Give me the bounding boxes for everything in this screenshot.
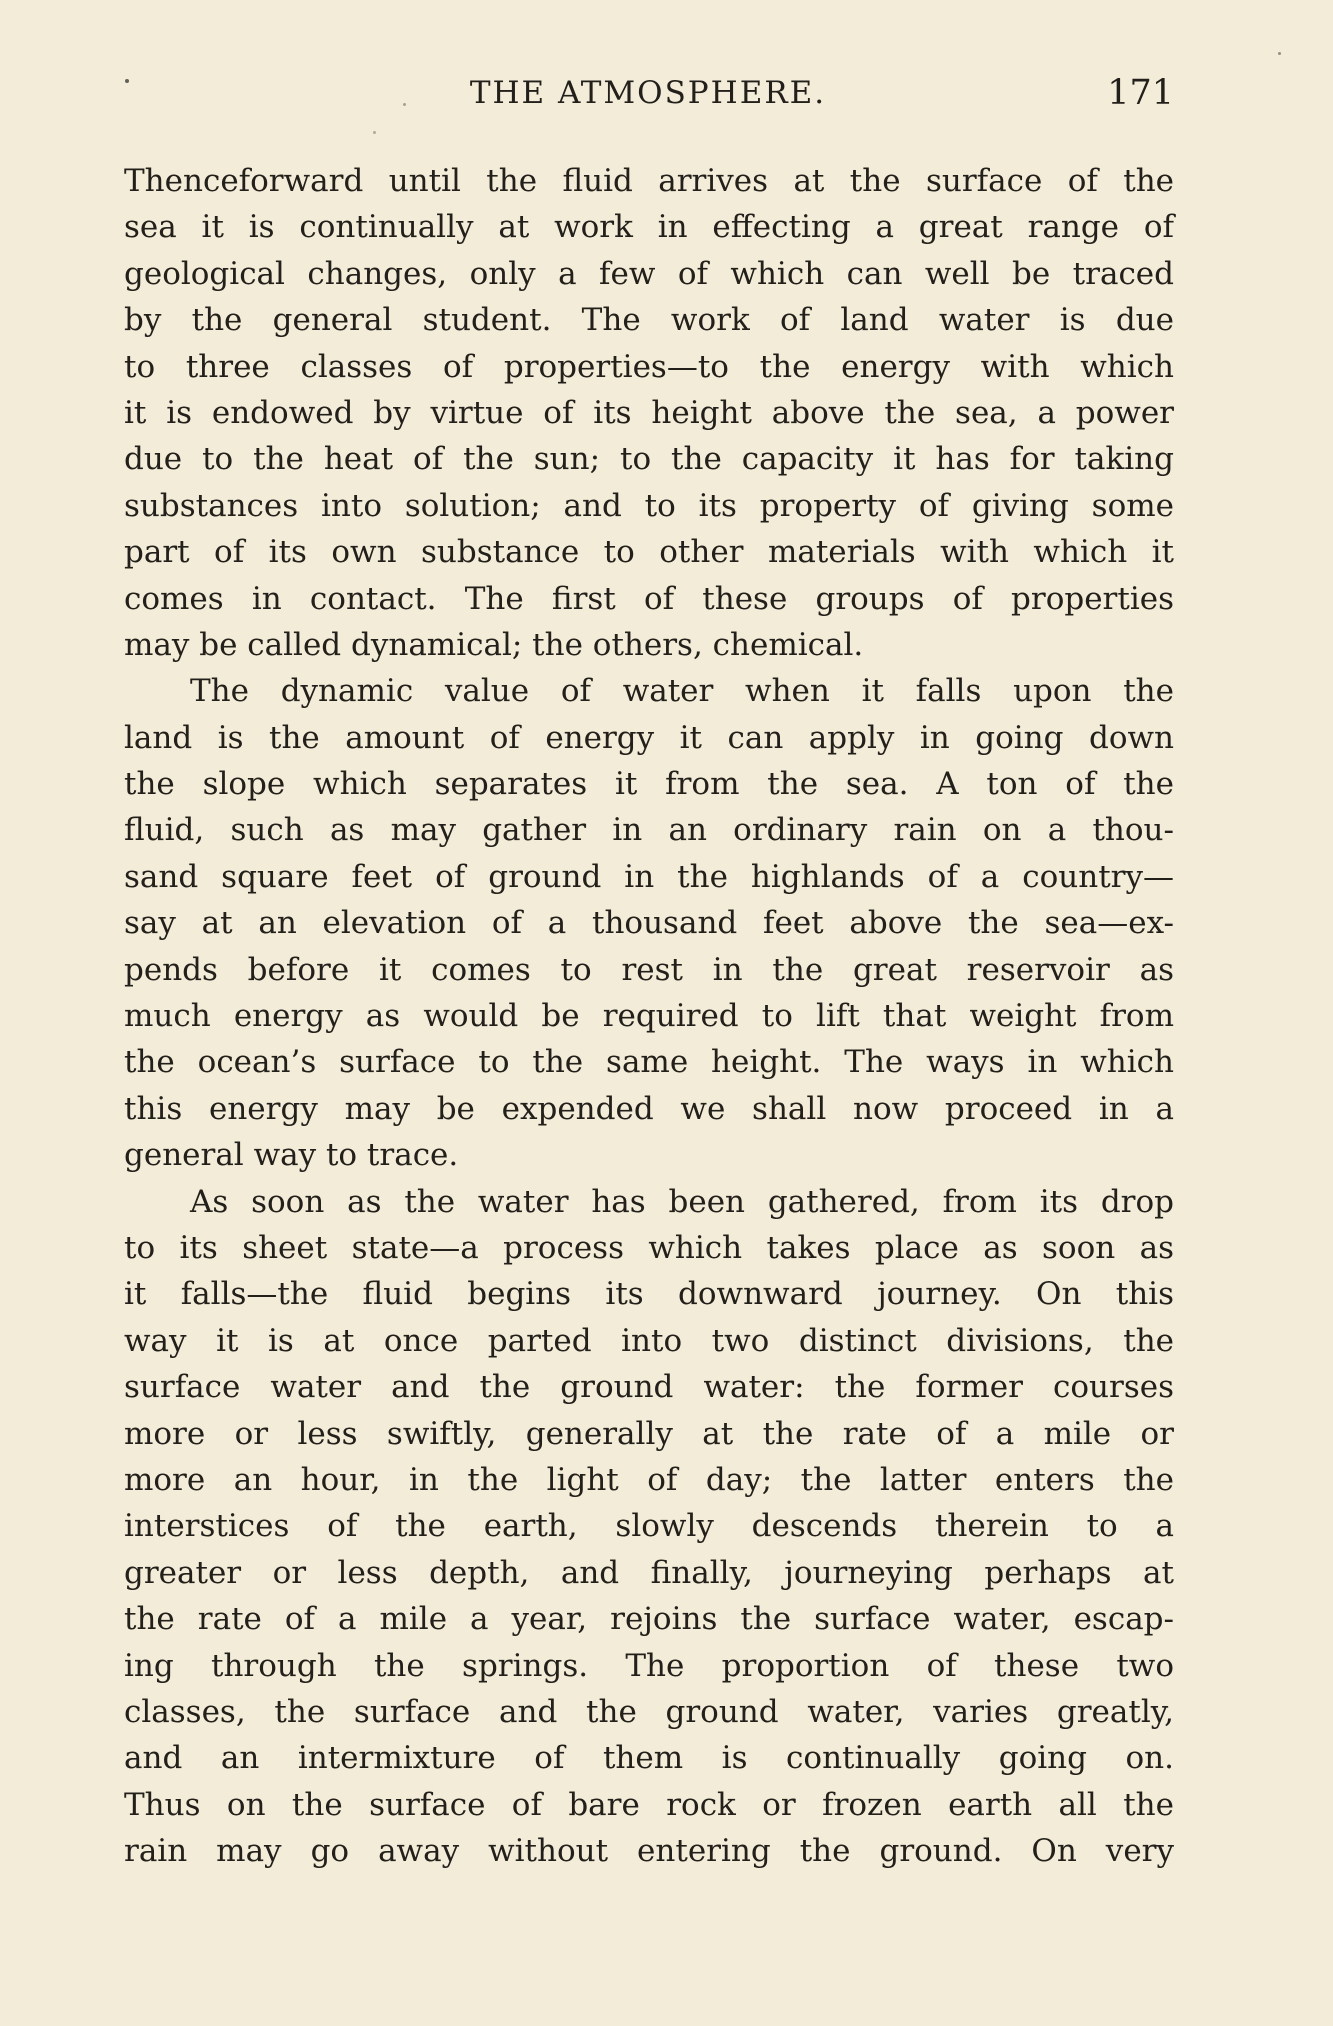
text-line: may be called dynamical; the others, chemical. <box>124 626 864 663</box>
text-line: the rate of a mile a year, rejoins the surface water, escap- <box>124 1601 1174 1638</box>
text-line: As soon as the water has been gathered, from its drop <box>190 1183 1174 1220</box>
text-line: greater or less depth, and finally, journeying perhaps at <box>124 1554 1174 1591</box>
text-line: rain may go away without entering the ground. On very <box>124 1833 1174 1870</box>
text-line: sand square feet of ground in the highlands of a country— <box>124 858 1174 895</box>
text-line: due to the heat of the sun; to the capacity it has for taking <box>124 441 1174 478</box>
text-line: the ocean’s surface to the same height. The ways in which <box>124 1044 1174 1081</box>
text-line: The dynamic value of water when it falls upon the <box>190 673 1174 710</box>
text-line: Thenceforward until the fluid arrives at the surface of the <box>124 163 1174 199</box>
text-line: to three classes of properties—to the energy with which <box>124 348 1174 385</box>
text-line: surface water and the ground water: the former courses <box>124 1369 1174 1406</box>
print-speck <box>373 131 376 134</box>
print-speck <box>1278 52 1281 55</box>
text-line: Thus on the surface of bare rock or frozen earth all the <box>124 1786 1174 1823</box>
text-line: classes, the surface and the ground water, varies greatly, <box>124 1693 1174 1730</box>
text-line: interstices of the earth, slowly descends therein to a <box>124 1508 1174 1545</box>
text-line: it falls—the fluid begins its downward journey. On this <box>124 1276 1174 1313</box>
running-head-title: THE ATMOSPHERE. <box>469 75 827 111</box>
text-line: and an intermixture of them is continually going on. <box>124 1740 1174 1777</box>
text-line: land is the amount of energy it can apply in going down <box>124 719 1174 756</box>
text-line: fluid, such as may gather in an ordinary rain on a thou- <box>124 812 1174 849</box>
text-line: this energy may be expended we shall now proceed in a <box>124 1090 1174 1127</box>
text-line: substances into solution; and to its property of giving some <box>124 487 1174 524</box>
running-head <box>122 68 1174 118</box>
page-number: 171 <box>1107 73 1174 113</box>
text-line: more an hour, in the light of day; the latter enters the <box>124 1461 1174 1498</box>
text-line: it is endowed by virtue of its height above the sea, a power <box>124 394 1174 431</box>
text-line: comes in contact. The first of these groups of properties <box>124 580 1174 617</box>
text-line: part of its own substance to other materials with which it <box>124 534 1174 571</box>
text-line: geological changes, only a few of which can well be traced <box>124 255 1174 292</box>
text-line: more or less swiftly, generally at the rate of a mile or <box>124 1415 1174 1452</box>
text-line: way it is at once parted into two distinct divisions, the <box>124 1322 1174 1359</box>
text-line: pends before it comes to rest in the great reservoir as <box>124 951 1174 988</box>
text-line: say at an elevation of a thousand feet above the sea—ex- <box>124 905 1174 942</box>
text-line: to its sheet state—a process which takes place as soon as <box>124 1229 1174 1266</box>
text-line: general way to trace. <box>124 1137 459 1174</box>
text-line: the slope which separates it from the sea. A ton of the <box>124 766 1174 803</box>
text-line: sea it is continually at work in effecting a great range of <box>124 209 1174 246</box>
body-text <box>124 158 1174 1874</box>
text-line: by the general student. The work of land water is due <box>124 302 1174 339</box>
text-line: much energy as would be required to lift that weight from <box>124 998 1174 1035</box>
text-line: ing through the springs. The proportion of these two <box>124 1647 1174 1684</box>
